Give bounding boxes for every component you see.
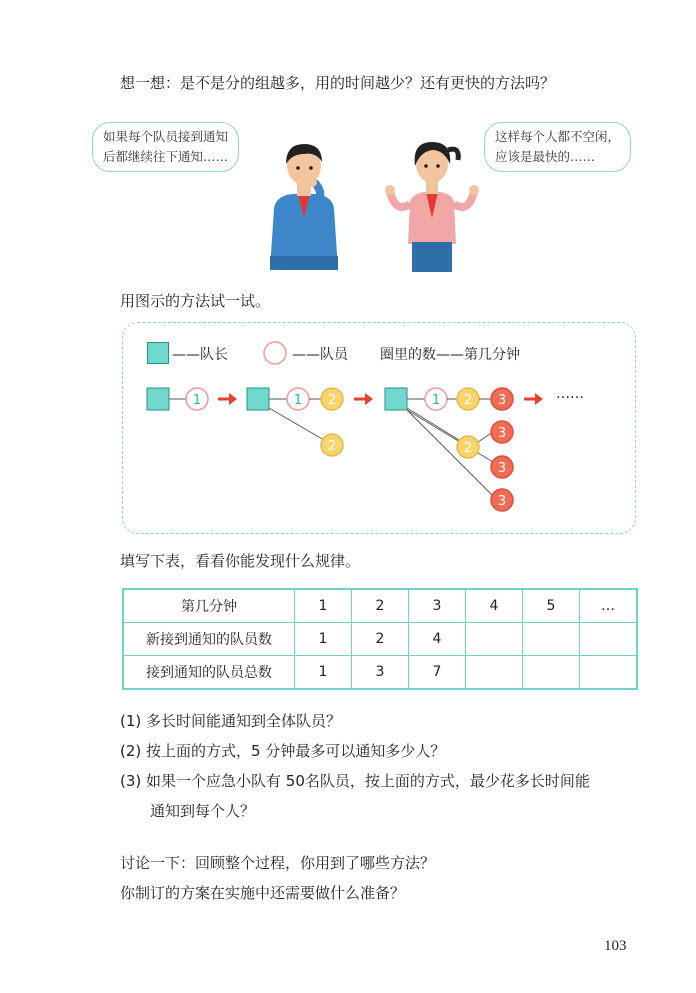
minute-label: 1 <box>192 393 202 408</box>
minute-label: 2 <box>327 439 337 454</box>
member-legend-label: ——队员 <box>292 347 348 363</box>
page-heading: 想一想：是不是分的组越多，用的时间越少？还有更快的方法吗？ <box>120 74 556 92</box>
table-header-cell: … <box>580 589 638 623</box>
diagram-stage-2 <box>236 380 376 470</box>
table-cell: 1 <box>295 623 352 656</box>
speech-bubble-girl <box>484 122 631 172</box>
bubble-girl-line-2: 应该是最快的…… <box>495 149 596 164</box>
question-1: (1) 多长时间能通知到全体队员？ <box>120 712 342 730</box>
table-cell-blank[interactable] <box>523 623 580 656</box>
number-legend-label: 圈里的数——第几分钟 <box>380 347 520 363</box>
table-header-cell: 1 <box>295 589 352 623</box>
minute-label: 2 <box>327 393 337 408</box>
minute-label: 3 <box>497 461 507 476</box>
table-header-cell: 3 <box>409 589 466 623</box>
page-number: 103 <box>604 938 627 954</box>
minute-label: 1 <box>431 393 441 408</box>
bubble-girl-line-1: 这样每个人都不空闲， <box>495 129 621 144</box>
table-cell: 新接到通知的队员数 <box>123 623 295 656</box>
table-cell-blank[interactable] <box>466 656 523 690</box>
leader-square <box>247 388 269 410</box>
discussion-line-1: 讨论一下：回顾整个过程，你用到了哪些方法？ <box>120 854 436 872</box>
table-header-cell: 5 <box>523 589 580 623</box>
leader-square <box>147 388 169 410</box>
minute-label: 3 <box>497 393 507 408</box>
boy-illustration <box>262 138 346 272</box>
question-3: (3) 如果一个应急小队有 50名队员，按上面的方式，最少花多长时间能 <box>120 772 590 790</box>
table-cell: 7 <box>409 656 466 690</box>
diagram-stage-1 <box>140 380 240 420</box>
table-cell: 1 <box>295 656 352 690</box>
table-cell: 4 <box>409 623 466 656</box>
instruction-table: 填写下表，看看你能发现什么规律。 <box>120 552 361 570</box>
notification-table <box>122 588 638 690</box>
diagram-stage-3 <box>376 380 556 520</box>
discussion-line-2: 你制订的方案在实施中还需要做什么准备？ <box>120 884 406 902</box>
table-row <box>123 623 637 656</box>
question-2: (2) 按上面的方式，5 分钟最多可以通知多少人？ <box>120 742 446 760</box>
table-cell-blank[interactable] <box>580 623 638 656</box>
table-cell-blank[interactable] <box>580 656 638 690</box>
table-cell-blank[interactable] <box>466 623 523 656</box>
minute-label: 3 <box>497 426 507 441</box>
minute-label: 3 <box>497 494 507 509</box>
table-header-row <box>123 589 637 623</box>
question-3-continued: 通知到每个人？ <box>150 802 256 820</box>
girl-illustration <box>382 136 482 272</box>
bubble-boy-line-2: 后都继续往下通知…… <box>103 149 229 164</box>
speech-bubble-boy <box>92 122 239 172</box>
table-header-cell: 第几分钟 <box>123 589 295 623</box>
minute-label: 2 <box>463 441 473 456</box>
table-header-cell: 2 <box>352 589 409 623</box>
leader-legend-square <box>147 342 169 364</box>
arrow-icon <box>535 393 543 405</box>
table-cell-blank[interactable] <box>523 656 580 690</box>
leader-square <box>385 388 407 410</box>
table-cell: 接到通知的队员总数 <box>123 656 295 690</box>
minute-label: 1 <box>293 393 303 408</box>
arrow-icon <box>365 393 373 405</box>
table-row <box>123 656 637 690</box>
member-legend-circle <box>262 340 288 366</box>
minute-label: 2 <box>463 393 473 408</box>
table-cell: 3 <box>352 656 409 690</box>
bubble-boy-line-1: 如果每个队员接到通知 <box>103 129 229 144</box>
table-cell: 2 <box>352 623 409 656</box>
instruction-try: 用图示的方法试一试。 <box>120 292 271 310</box>
leader-legend-label: ——队长 <box>172 347 228 363</box>
diagram-ellipsis: …… <box>556 386 584 402</box>
table-header-cell: 4 <box>466 589 523 623</box>
